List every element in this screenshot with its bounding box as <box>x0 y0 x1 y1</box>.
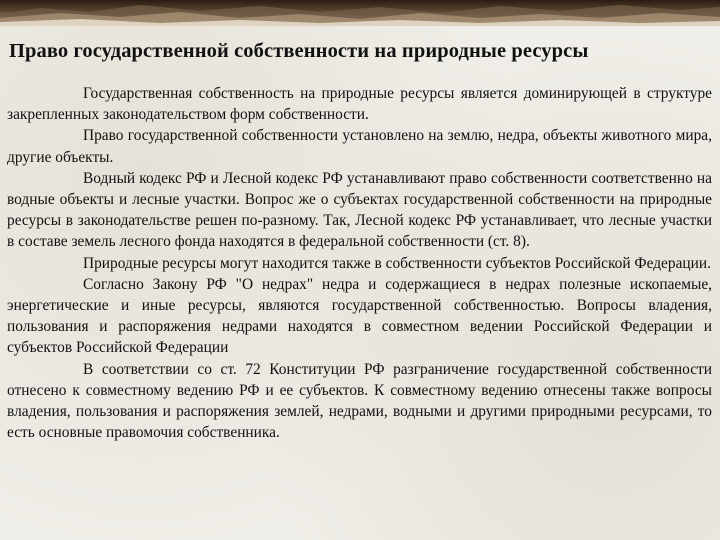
paragraph: Государственная собственность на природные ресурсы является доминирующей в структуре закрепленных законодательством форм собственности. <box>7 85 712 124</box>
landscape-banner <box>0 0 720 26</box>
slide-title: Право государственной собственности на природные ресурсы <box>9 40 589 62</box>
paragraph: Водный кодекс РФ и Лесной кодекс РФ устанавливают право собственности соответственно на водные объекты и лесные участки. Вопрос же о субъектах государственной собственности на природные ресурсы в законодательстве решен по-разному. Так, Лесной кодекс РФ устанавливает, что лесные участки в составе земель лесного фонда находятся в федеральной собственности (ст. 8). <box>7 169 712 251</box>
slide-body <box>7 83 712 443</box>
mountain-landscape-image <box>0 0 720 26</box>
paragraph: В соответствии со ст. 72 Конституции РФ разграничение государственной собственности отнесено к совместному ведению РФ и ее субъектов. К совместному ведению отнесены также вопросы владения, пользования и распоряжения землей, недрами, водными и другими природными ресурсами, то есть основные правомочия собственника. <box>7 360 712 442</box>
paragraph: Право государственной собственности установлено на землю, недра, объекты животного мира, другие объекты. <box>7 127 712 166</box>
paragraph: Природные ресурсы могут находится также в собственности субъектов Российской Федерации. <box>83 254 711 272</box>
paragraph: Согласно Закону РФ "О недрах" недра и содержащиеся в недрах полезные ископаемые, энергетические и иные ресурсы, являются государственной собственностью. Вопросы владения, пользования и распоряжения недрами находятся в совместном ведении Российской Федерации и субъектов Российской Федерации <box>7 275 712 357</box>
